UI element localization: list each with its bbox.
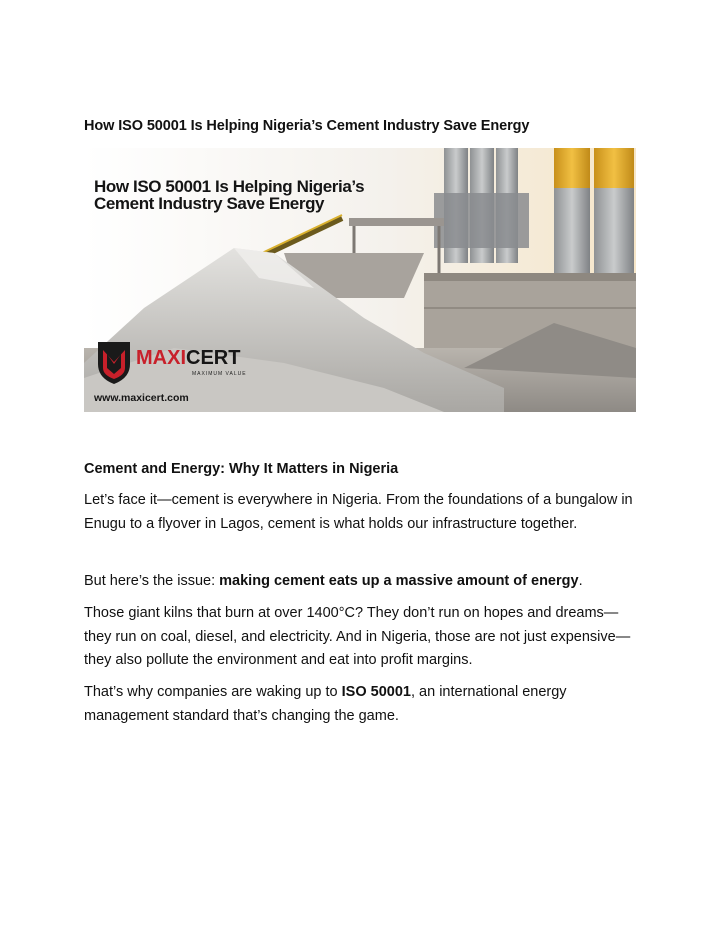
brand-part-red: MAXI bbox=[136, 347, 186, 369]
brand-part-dark: CERT bbox=[186, 347, 241, 369]
shield-logo-icon bbox=[94, 338, 134, 386]
hero-headline bbox=[94, 178, 364, 212]
paragraph-2-bold: making cement eats up a massive amount of energy bbox=[219, 573, 579, 589]
hero-headline-line1: How ISO 50001 Is Helping Nigeria’s bbox=[94, 177, 365, 196]
document-title: How ISO 50001 Is Helping Nigeria’s Cement Industry Save Energy bbox=[84, 118, 530, 134]
brand-url: www.maxicert.com bbox=[94, 392, 189, 404]
paragraph-3: Those giant kilns that burn at over 1400°C? They don’t run on hopes and dreams—they run on coal, diesel, and electricity. And in Nigeria, those are not just expensive—they also pollute the environment and eat into profit margins. bbox=[84, 605, 631, 668]
paragraph-4-suffix: , an international energy management standard that’s changing the game. bbox=[84, 684, 567, 724]
paragraph-4-prefix: That’s why companies are waking up to bbox=[84, 684, 342, 700]
maxicert-logo bbox=[94, 338, 247, 386]
paragraph-4-bold: ISO 50001 bbox=[341, 684, 411, 700]
paragraph-2-suffix: . bbox=[578, 573, 583, 589]
hero-headline-line2: Cement Industry Save Energy bbox=[94, 194, 325, 213]
brand-name bbox=[136, 347, 240, 370]
paragraph-2 bbox=[84, 570, 644, 594]
brand-tagline: MAXIMUM VALUE bbox=[192, 371, 247, 377]
paragraph-1: Let’s face it—cement is everywhere in Nigeria. From the foundations of a bungalow in Enugu to a flyover in Lagos, cement is what holds our infrastructure together. bbox=[84, 492, 633, 532]
paragraph-2-prefix: But here’s the issue: bbox=[84, 573, 220, 589]
hero-image bbox=[84, 148, 636, 412]
section-heading: Cement and Energy: Why It Matters in Nigeria bbox=[84, 461, 399, 477]
paragraph-4 bbox=[84, 681, 644, 728]
